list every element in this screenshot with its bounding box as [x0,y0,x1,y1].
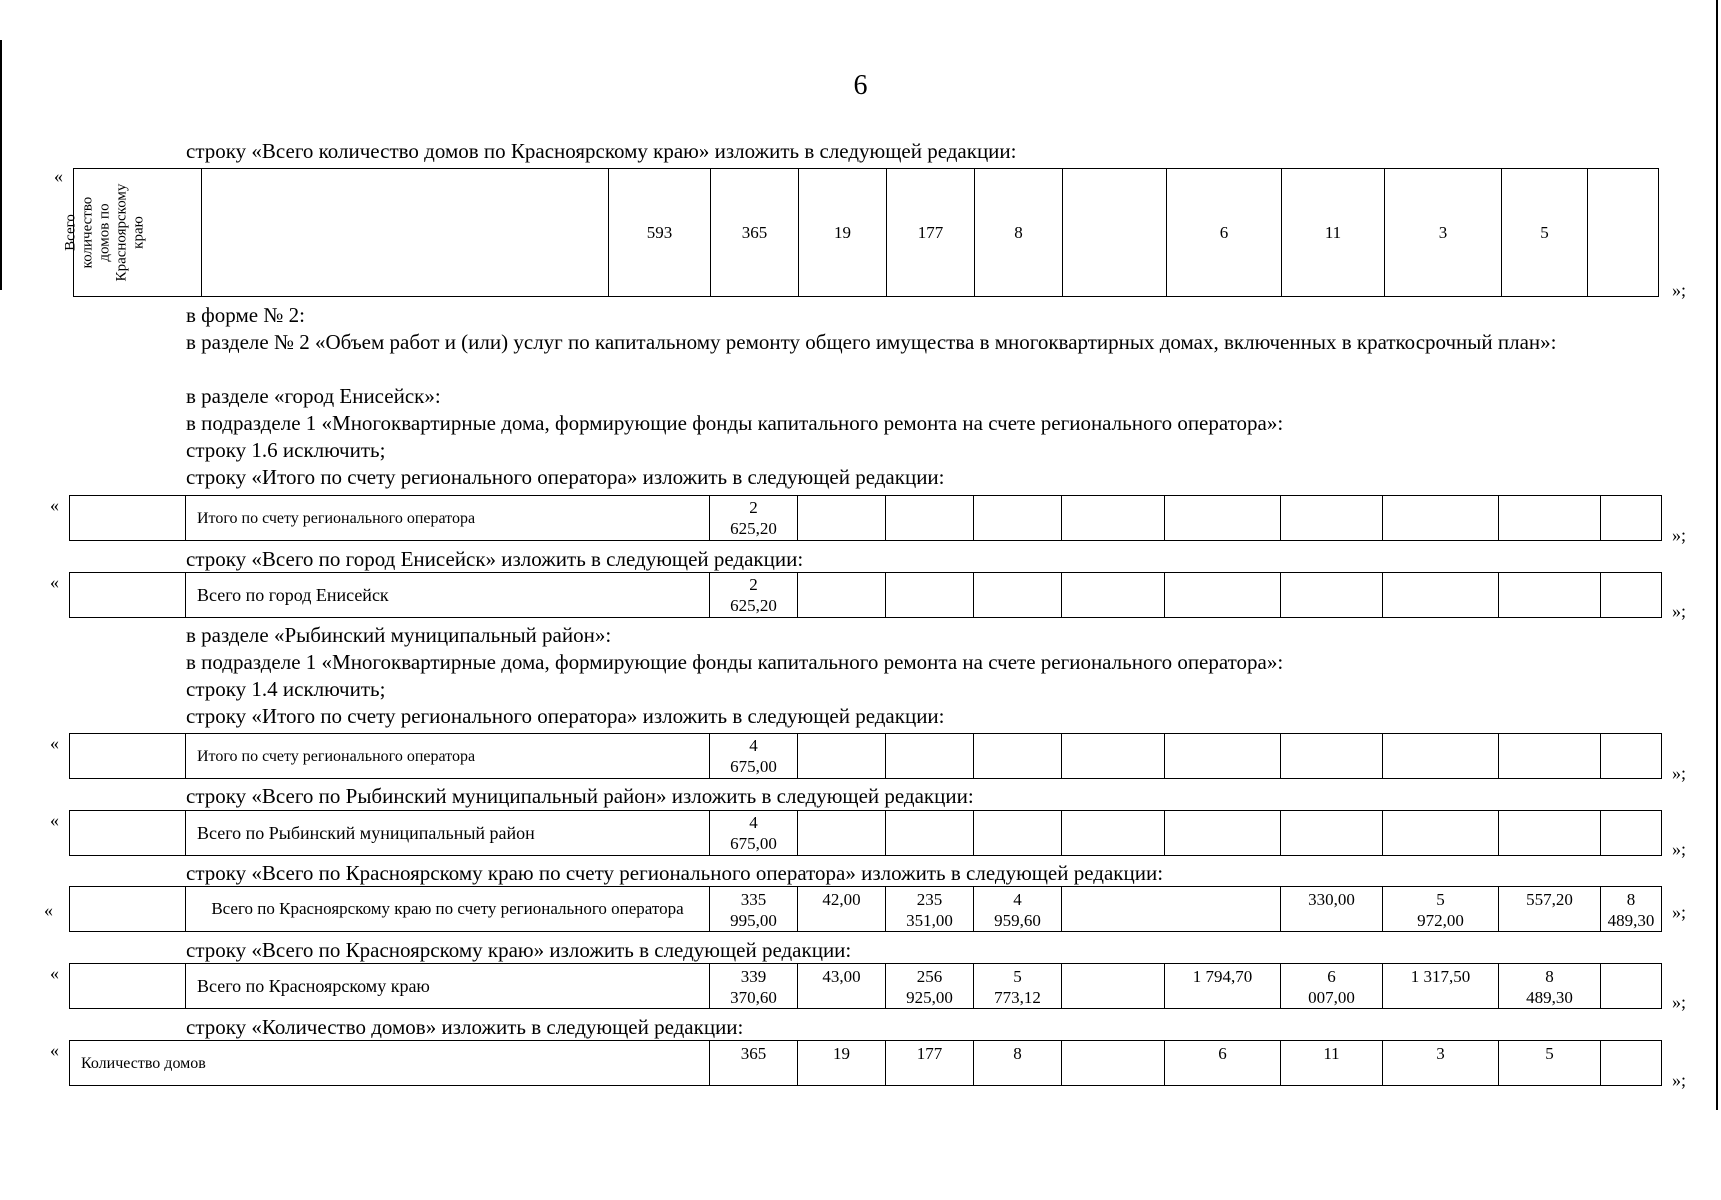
table-row [70,496,1662,541]
instruction-line: в форме № 2: [186,303,305,327]
value-cell: 335 995,00 [710,887,798,932]
table-row [70,811,1662,856]
value-cell: 8 489,30 [1499,964,1601,1009]
value-cell: 11 [1282,169,1385,297]
value-cell: 43,00 [798,964,886,1009]
instruction-line: строку 1.6 исключить; [186,438,386,462]
value-cell [1383,496,1499,541]
empty-cell [202,169,609,297]
value-cell [1601,496,1662,541]
value-cell [1383,811,1499,856]
empty-cell [70,496,186,541]
open-quote: « [50,963,59,983]
right-margin-rule [1716,0,1718,1110]
page-number: 6 [853,70,868,101]
instruction-line: в разделе «Рыбинский муниципальный район»: [186,623,612,647]
instruction-line: строку «Всего по Красноярскому краю по счету регионального оператора» изложить в следующей редакции: [186,861,1164,885]
value-cell [886,496,974,541]
instruction-line: строку «Всего по Красноярскому краю» изложить в следующей редакции: [186,938,852,962]
value-cell [1165,573,1281,618]
value-cell [974,734,1062,779]
value-cell: 177 [886,1041,974,1086]
value-cell [886,734,974,779]
table-vsego-rybinsk [69,810,1662,856]
value-cell: 3 [1385,169,1502,297]
value-cell: 4 959,60 [974,887,1062,932]
value-cell: 365 [711,169,799,297]
row-label-cell [62,169,202,297]
instruction-line: строку «Всего по Рыбинский муниципальный район» изложить в следующей редакции: [186,784,974,808]
value-cell: 3 [1383,1041,1499,1086]
row-label: Всего по город Енисейск [186,573,710,618]
value-cell: 1 317,50 [1383,964,1499,1009]
instruction-paragraph: в разделе № 2 «Объем работ и (или) услуг по капитальному ремонту общего имущества в многоквартирных домах, включенных в краткосрочный план»: [186,330,1557,354]
value-cell: 6 [1165,1041,1281,1086]
table-vsego-krasnoyarsk-regional [69,886,1662,932]
value-cell [1499,811,1601,856]
value-cell [1281,811,1383,856]
value-cell [1601,964,1662,1009]
close-quote: »; [1672,1070,1687,1090]
value-cell [798,811,886,856]
value-cell [1601,1041,1662,1086]
open-quote: « [44,900,53,920]
value-cell [1165,496,1281,541]
table-row [70,887,1662,932]
value-cell [1062,811,1165,856]
value-cell [1601,734,1662,779]
value-cell: 365 [710,1041,798,1086]
value-cell [1063,169,1167,297]
value-cell [1281,573,1383,618]
instruction-line: строку 1.4 исключить; [186,677,386,701]
value-cell: 5 [1502,169,1588,297]
instruction-line: строку «Всего по город Енисейск» изложить в следующей редакции: [186,547,804,571]
value-cell [1062,964,1165,1009]
close-quote: »; [1672,525,1687,545]
value-cell: 19 [799,169,887,297]
value-cell: 8 [974,1041,1062,1086]
table-vsego-krasnoyarsk [69,963,1662,1009]
row-label: Итого по счету регионального оператора [186,496,710,541]
table-house-count [69,1040,1662,1086]
value-cell [886,573,974,618]
value-cell [1062,496,1165,541]
value-cell [1062,734,1165,779]
empty-cell [70,573,186,618]
value-cell [1499,573,1601,618]
table-row [74,169,1659,297]
value-cell: 5 972,00 [1383,887,1499,932]
open-quote: « [50,733,59,753]
row-label: Всего количество домов по Красноярскому краю [62,183,147,282]
value-cell: 235 351,00 [886,887,974,932]
value-cell: 4 675,00 [710,811,798,856]
value-cell [1601,811,1662,856]
value-cell [1383,573,1499,618]
table-itogo-enisejsk [69,495,1662,541]
row-label: Количество домов [70,1041,710,1086]
value-cell [886,811,974,856]
table-row [70,964,1662,1009]
value-cell: 8 489,30 [1601,887,1662,932]
open-quote: « [50,810,59,830]
table-row [70,734,1662,779]
value-cell [1165,734,1281,779]
value-cell [798,734,886,779]
value-cell [1588,169,1659,297]
close-quote: »; [1672,839,1687,859]
value-cell [1499,496,1601,541]
close-quote: »; [1672,902,1687,922]
value-cell [1062,1041,1165,1086]
value-cell: 339 370,60 [710,964,798,1009]
row-label: Итого по счету регионального оператора [186,734,710,779]
instruction-line: в подразделе 1 «Многоквартирные дома, формирующие фонды капитального ремонта на счете регионального оператора»: [186,411,1284,435]
row-label: Всего по Красноярскому краю [186,964,710,1009]
value-cell: 6 [1167,169,1282,297]
open-quote: « [50,572,59,592]
value-cell: 330,00 [1281,887,1383,932]
table-vsego-enisejsk [69,572,1662,618]
value-cell [974,573,1062,618]
value-cell [1281,496,1383,541]
value-cell: 5 [1499,1041,1601,1086]
empty-cell [70,964,186,1009]
instruction-line: в подразделе 1 «Многоквартирные дома, формирующие фонды капитального ремонта на счете регионального оператора»: [186,650,1284,674]
value-cell [1062,887,1281,932]
table-row [70,1041,1662,1086]
value-cell [1601,573,1662,618]
open-quote: « [50,495,59,515]
value-cell: 8 [975,169,1063,297]
instruction-line: строку «Всего количество домов по Красноярскому краю» изложить в следующей редакции: [186,139,1017,163]
close-quote: »; [1672,280,1687,300]
empty-cell [70,734,186,779]
open-quote: « [54,166,63,186]
value-cell [1383,734,1499,779]
value-cell: 177 [887,169,975,297]
value-cell: 4 675,00 [710,734,798,779]
table-row [70,573,1662,618]
value-cell: 11 [1281,1041,1383,1086]
value-cell: 593 [609,169,711,297]
value-cell: 557,20 [1499,887,1601,932]
open-quote: « [50,1040,59,1060]
empty-cell [70,811,186,856]
value-cell [1165,811,1281,856]
value-cell: 256 925,00 [886,964,974,1009]
table-itogo-rybinsk [69,733,1662,779]
value-cell [974,811,1062,856]
empty-cell [70,887,186,932]
close-quote: »; [1672,601,1687,621]
value-cell: 2 625,20 [710,573,798,618]
value-cell [798,496,886,541]
close-quote: »; [1672,763,1687,783]
table-total-houses-krasnoyarsk [62,168,1659,297]
row-label: Всего по Красноярскому краю по счету регионального оператора [186,887,710,932]
value-cell [1499,734,1601,779]
value-cell: 19 [798,1041,886,1086]
value-cell [974,496,1062,541]
instruction-line: строку «Итого по счету регионального оператора» изложить в следующей редакции: [186,465,945,489]
value-cell [1281,734,1383,779]
instruction-line: строку «Количество домов» изложить в следующей редакции: [186,1015,744,1039]
value-cell: 2 625,20 [710,496,798,541]
value-cell [1062,573,1165,618]
value-cell: 42,00 [798,887,886,932]
row-label: Всего по Рыбинский муниципальный район [186,811,710,856]
value-cell: 5 773,12 [974,964,1062,1009]
instruction-line: строку «Итого по счету регионального оператора» изложить в следующей редакции: [186,704,945,728]
value-cell: 1 794,70 [1165,964,1281,1009]
value-cell [798,573,886,618]
instruction-line: в разделе «город Енисейск»: [186,384,441,408]
close-quote: »; [1672,992,1687,1012]
value-cell: 6 007,00 [1281,964,1383,1009]
